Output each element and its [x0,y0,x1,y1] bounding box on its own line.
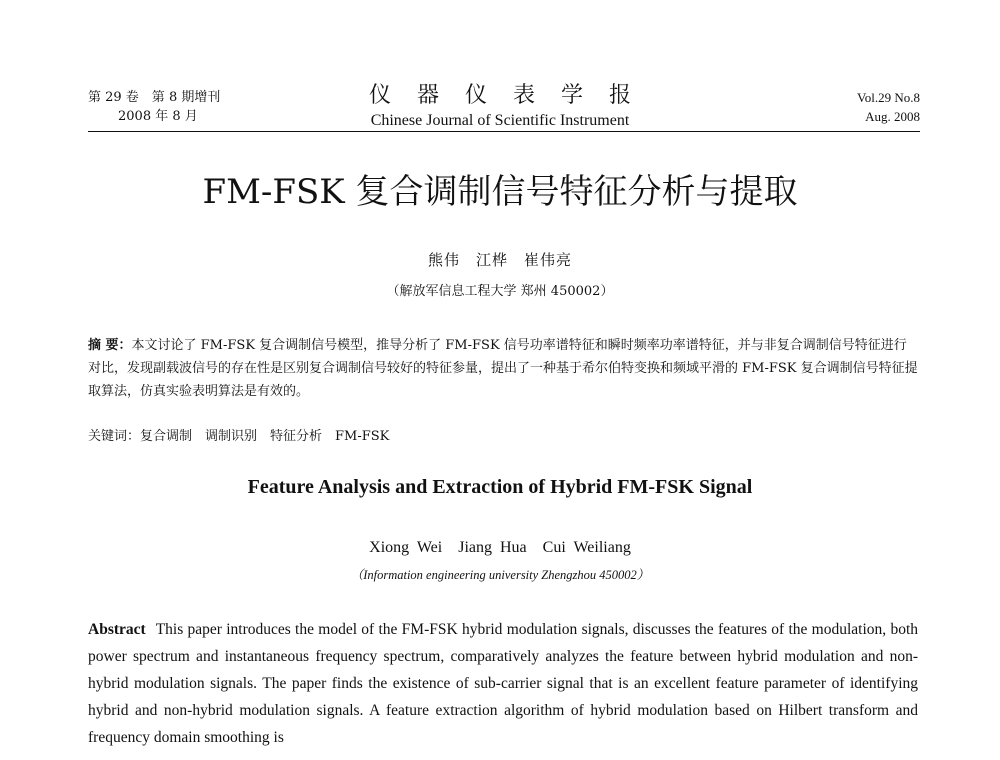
abstract-en-text: This paper introduces the model of the FM-FSK hybrid modulation signals, discusses the features of the modulation, both power spectrum and instantaneous frequency spectrum, comparatively analyzes the feature between hybrid modulation and non-hybrid modulation signals. The paper finds the existence of sub-carrier signal that is an excellent feature parameter of identifying hybrid and non-hybrid modulation signals. A feature extraction algorithm of hybrid modulation based on Hilbert transform and frequency domain smoothing is [88,621,918,746]
header-rule [88,131,920,132]
abstract-cn-label: 摘 要： [88,338,132,353]
journal-name-en: Chinese Journal of Scientific Instrument [370,112,630,129]
keywords-cn-text: 复合调制 调制识别 特征分析 FM-FSK [140,429,390,444]
abstract-en [88,616,918,751]
authors-en: Xiong Wei Jiang Hua Cui Weiliang [369,539,631,556]
issue-date: 2008 年 8 月 [118,109,198,124]
keywords-cn-label: 关键词： [88,429,141,444]
abstract-en-label: Abstract [88,621,146,638]
volume-number-en: Vol.29 No.8 [857,90,920,105]
keywords-cn [88,425,918,444]
paper-title-cn: FM-FSK 复合调制信号特征分析与提取 [202,172,798,212]
issue-info [88,88,220,126]
journal-name-cn: 仪器仪表学报 [368,83,657,108]
abstract-cn-text: 本文讨论了 FM-FSK 复合调制信号模型，推导分析了 FM-FSK 信号功率谱特征和瞬时频率功率谱特征，并与非复合调制信号特征进行对比，发现副载波信号的存在性是区别复合调制信号较好的特征参量，提出了一种基于希尔伯特变换和频域平滑的 FM-FSK 复合调制信号特征提取算法，仿真实验表明算法是有效的。 [88,338,918,399]
affiliation-cn: （解放军信息工程大学 郑州 450002） [386,284,614,299]
authors-cn: 熊伟 江桦 崔伟亮 [427,251,572,269]
volume-info-en [857,88,920,126]
paper-title-en: Feature Analysis and Extraction of Hybrid FM-FSK Signal [247,476,753,498]
affiliation-en: （Information engineering university Zhengzhou 450002） [350,568,650,582]
journal-name [300,82,700,132]
abstract-cn [88,334,918,403]
issue-date-en: Aug. 2008 [865,109,920,124]
volume-issue: 第 29 卷 第 8 期增刊 [88,90,221,105]
